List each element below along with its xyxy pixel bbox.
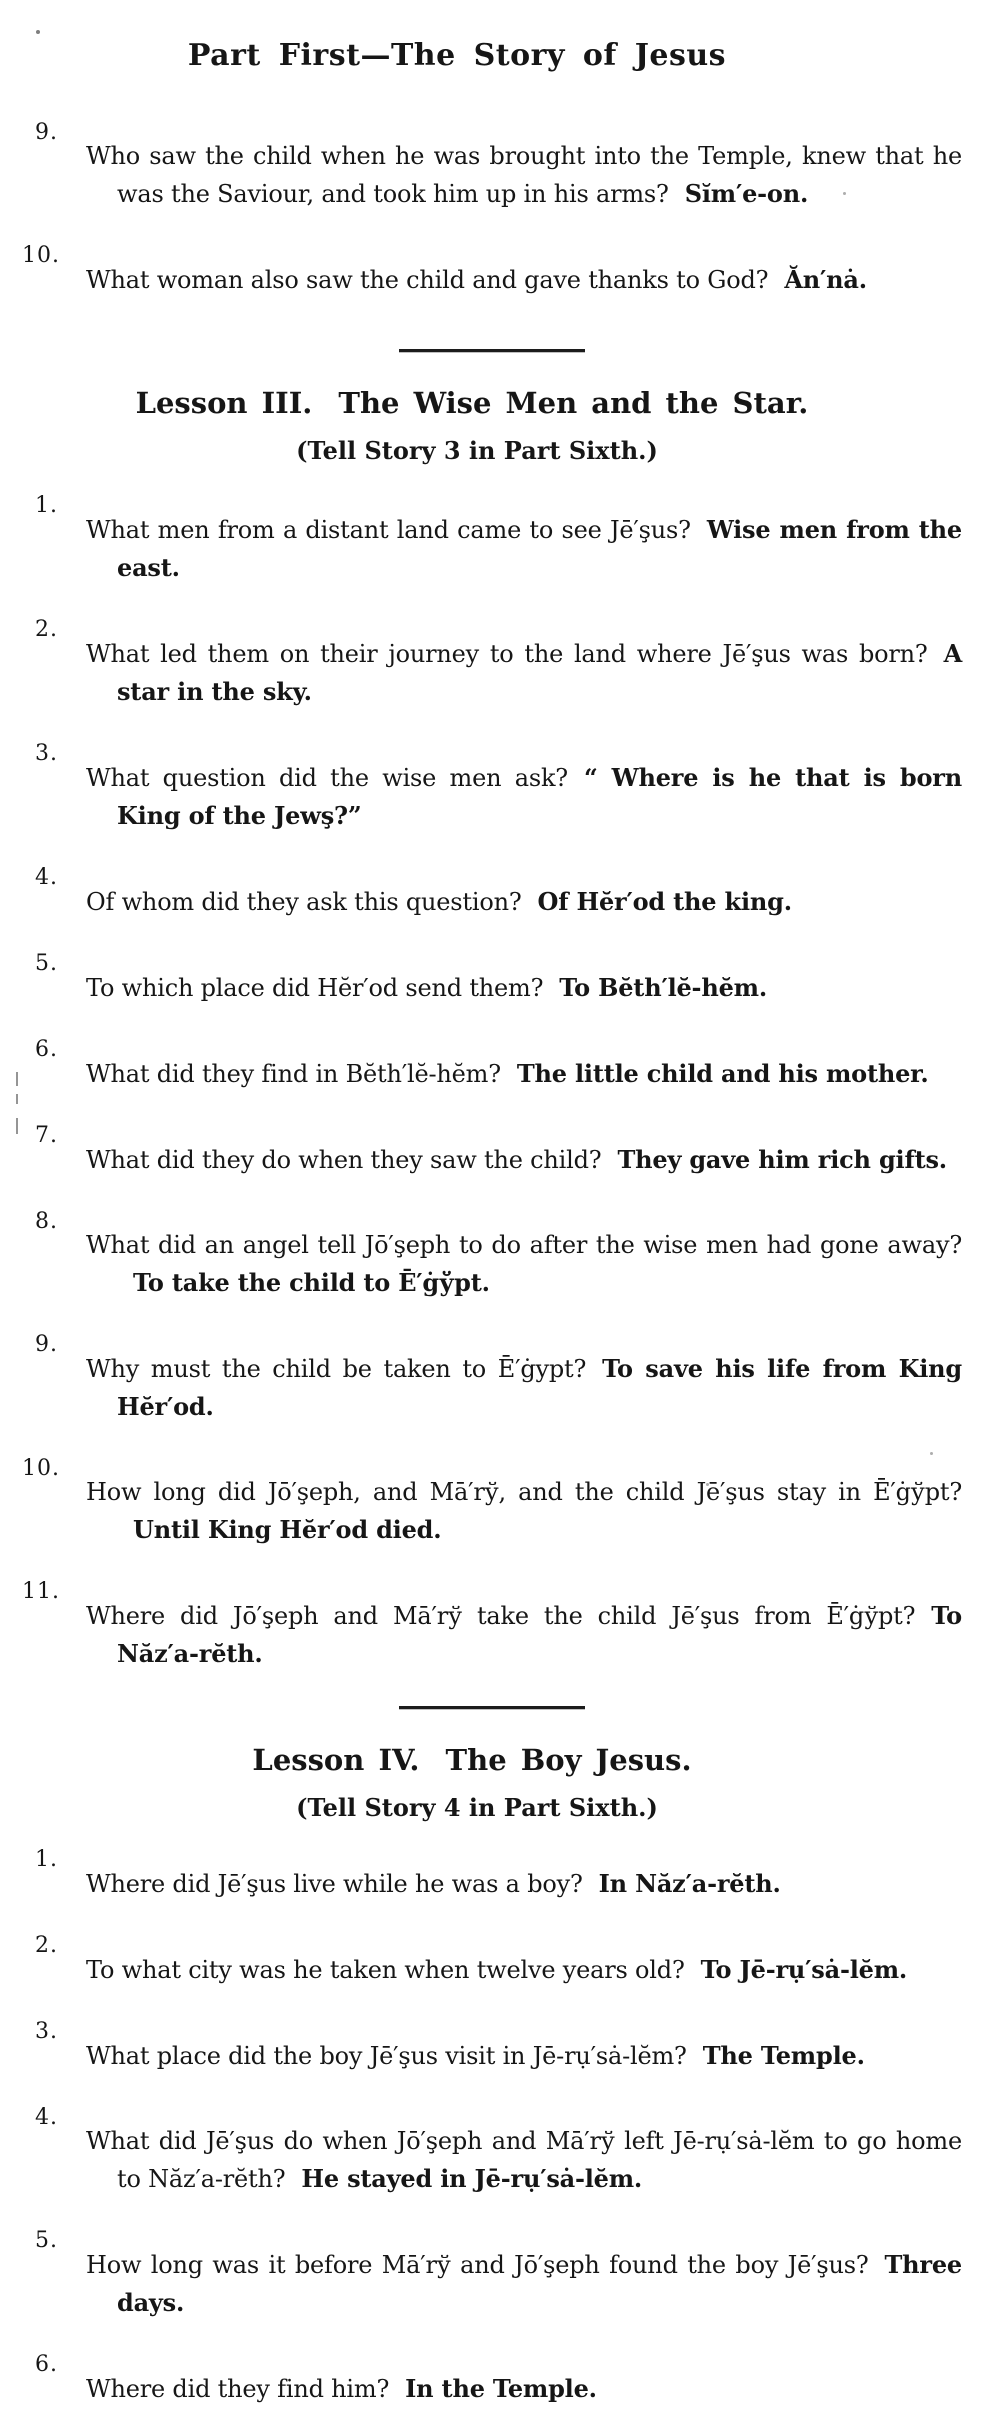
answer-text: To Năz′a-rĕth. (117, 1601, 962, 1668)
qa-item (22, 1031, 962, 1117)
answer-text: Until King Hĕr′od died. (133, 1515, 442, 1544)
answer-text: To Jē-rụ′sȧ-lĕm. (700, 1955, 908, 1984)
scan-artifact (16, 1094, 18, 1104)
question-body (86, 969, 962, 1007)
answer-text: In Năz′a-rĕth. (598, 1869, 781, 1898)
qa-item (22, 1203, 962, 1326)
question-text: What men from a distant land came to see Jē′şus? (86, 516, 691, 544)
qa-item (22, 611, 962, 735)
question-body (86, 1055, 962, 1093)
question-text: To what city was he taken when twelve years old? (86, 1956, 685, 1984)
answer-text: The Temple. (702, 2041, 865, 2070)
question-body (86, 2037, 962, 2075)
lesson4-question-list (22, 1841, 962, 2432)
qa-item (22, 487, 962, 611)
question-text: Where did Jō′şeph and Mā′rў take the child Jē′şus from Ē′ġўpt? (86, 1602, 916, 1630)
lesson3-instruction: (Tell Story 3 in Part Sixth.) (296, 436, 658, 465)
question-number: 5. (35, 2228, 58, 2253)
question-number: 6. (35, 1037, 58, 1062)
question-body (86, 1597, 962, 1673)
question-text: Where did Jē′şus live while he was a boy? (86, 1870, 583, 1898)
lesson3-heading (22, 385, 922, 422)
answer-text: To take the child to Ē′ġўpt. (133, 1268, 490, 1297)
question-text: To which place did Hĕr′od send them? (86, 974, 544, 1002)
question-number: 1. (35, 493, 58, 518)
answer-text: The little child and his mother. (516, 1059, 929, 1088)
question-text: What did they find in Bĕth′lĕ-hĕm? (86, 1060, 501, 1088)
qa-item (22, 1117, 962, 1203)
question-body (86, 138, 962, 213)
question-number: 6. (35, 2352, 58, 2377)
question-number: 1. (35, 1847, 58, 1872)
question-body (86, 1227, 962, 1302)
qa-item (22, 1573, 962, 1697)
question-body (86, 635, 962, 711)
question-body (86, 261, 962, 299)
question-body (86, 1141, 962, 1179)
question-text: What woman also saw the child and gave thanks to God? (86, 266, 769, 294)
scan-artifact (930, 1452, 933, 1455)
question-body (86, 2246, 962, 2322)
question-number: 10. (22, 243, 60, 268)
question-text: What place did the boy Jē′şus visit in Jē-rụ′sȧ-lĕm? (86, 2042, 687, 2070)
question-text: Why must the child be taken to Ē′ġypt? (86, 1355, 587, 1383)
qa-item (22, 114, 962, 237)
answer-text: He stayed in Jē-rụ′sȧ-lĕm. (301, 2164, 643, 2193)
question-number: 10. (22, 1456, 60, 1481)
section-divider (399, 1706, 585, 1709)
question-text: Of whom did they ask this question? (86, 888, 522, 916)
question-number: 4. (35, 865, 58, 890)
question-text: What question did the wise men ask? (86, 764, 568, 792)
qa-item (22, 2222, 962, 2346)
question-number: 2. (35, 1933, 58, 1958)
question-number: 4. (35, 2105, 58, 2130)
question-number: 8. (35, 1209, 58, 1234)
question-body (86, 1350, 962, 1426)
question-number: 7. (35, 1123, 58, 1148)
answer-text: To Bĕth′lĕ-hĕm. (559, 973, 767, 1002)
question-body (86, 1951, 962, 1989)
qa-item (22, 1841, 962, 1927)
qa-item (22, 237, 962, 323)
intro-question-list (22, 114, 962, 323)
answer-text: Ăn′nȧ. (784, 265, 867, 294)
answer-text: Sĭm′e-on. (684, 179, 809, 208)
section-divider (399, 349, 585, 352)
question-number: 9. (35, 1332, 58, 1357)
qa-item (22, 735, 962, 859)
question-text: How long was it before Mā′rў and Jō′şeph found the boy Jē′şus? (86, 2251, 869, 2279)
question-number: 9. (35, 120, 58, 145)
question-text: What led them on their journey to the land where Jē′şus was born? (86, 640, 928, 668)
qa-item (22, 2099, 962, 2222)
question-body (86, 883, 962, 921)
answer-text: Three days. (117, 2250, 962, 2317)
question-text: What did they do when they saw the child? (86, 1146, 602, 1174)
qa-item (22, 945, 962, 1031)
question-number: 3. (35, 741, 58, 766)
question-text: What did an angel tell Jō′şeph to do after the wise men had gone away? (86, 1231, 962, 1259)
qa-item (22, 2013, 962, 2099)
question-body (86, 759, 962, 835)
lesson4-instruction: (Tell Story 4 in Part Sixth.) (296, 1793, 658, 1822)
lesson-title: The Boy Jesus. (445, 1743, 692, 1777)
answer-text: “ Where is he that is born King of the Jewş?” (117, 763, 962, 830)
question-body (86, 2123, 962, 2198)
question-body (86, 2370, 962, 2408)
question-number: 2. (35, 617, 58, 642)
question-text: Who saw the child when he was brought into the Temple, knew that he was the Saviour, and took him up in his arms? (86, 142, 962, 208)
question-number: 3. (35, 2019, 58, 2044)
question-body (86, 1865, 962, 1903)
scan-artifact (706, 1483, 709, 1486)
lesson-number-label: Lesson III. (135, 386, 313, 420)
question-number: 5. (35, 951, 58, 976)
lesson3-question-list (22, 487, 962, 1697)
answer-text: Of Hĕr′od the king. (537, 887, 792, 916)
scan-artifact (16, 1118, 18, 1134)
question-text: What did Jē′şus do when Jō′şeph and Mā′rў left Jē-rụ′sȧ-lĕm to go home to Năz′a-rĕth? (86, 2127, 962, 2193)
qa-item (22, 2346, 962, 2432)
question-text: Where did they find him? (86, 2375, 390, 2403)
lesson4-heading (22, 1742, 922, 1779)
answer-text: They gave him rich gifts. (617, 1145, 947, 1174)
scan-artifact (16, 1072, 18, 1086)
scan-artifact (843, 192, 846, 195)
qa-item (22, 1450, 962, 1573)
answer-text: A star in the sky. (117, 639, 962, 706)
page-title: Part First—The Story of Jesus (187, 38, 727, 73)
answer-text: Wise men from the east. (117, 515, 962, 582)
qa-item (22, 1326, 962, 1450)
scan-artifact (36, 30, 40, 34)
qa-item (22, 1927, 962, 2013)
question-number: 11. (22, 1579, 60, 1604)
answer-text: In the Temple. (405, 2374, 597, 2403)
lesson-title: The Wise Men and the Star. (338, 386, 809, 420)
question-body (86, 1474, 962, 1549)
question-text: How long did Jō′şeph, and Mā′rў, and the child Jē′şus stay in Ē′ġўpt? (86, 1478, 962, 1506)
qa-item (22, 859, 962, 945)
answer-text: To save his life from King Hĕr′od. (117, 1354, 962, 1421)
question-body (86, 511, 962, 587)
lesson-number-label: Lesson IV. (252, 1743, 420, 1777)
